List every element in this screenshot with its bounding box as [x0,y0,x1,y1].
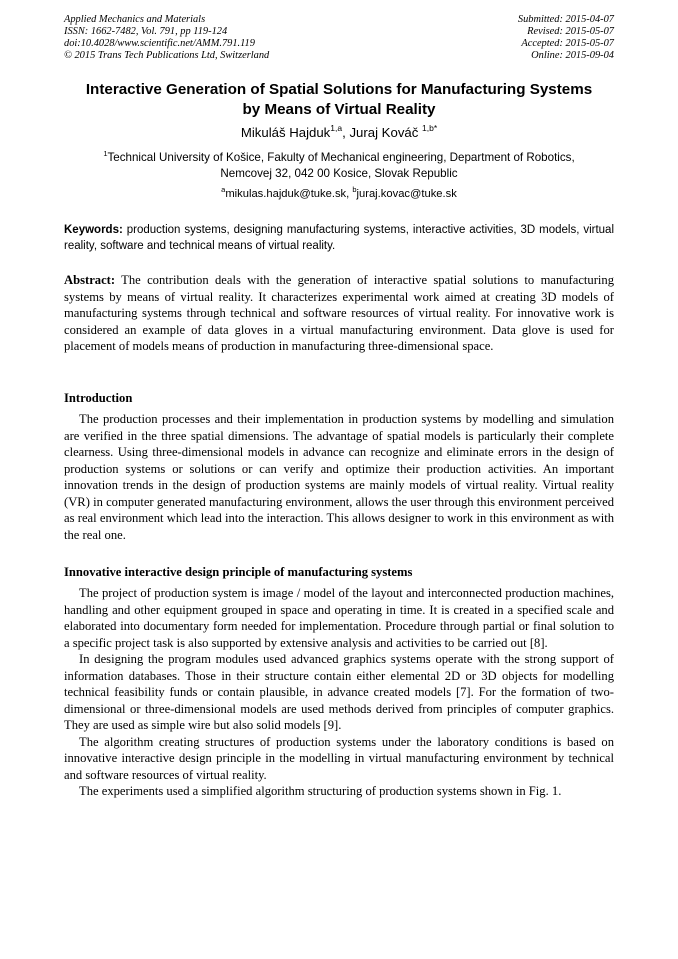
journal-doi: doi:10.4028/www.scientific.net/AMM.791.119 [64,38,255,49]
abstract-label: Abstract: [64,273,116,287]
affiliation [64,150,614,182]
innovative-body [64,585,614,800]
keywords-text: production systems, designing manufacturing systems, interactive activities, 3D models, virtual reality, software and technical means of virtual reality. [64,224,614,252]
author-1: Mikuláš Hajduk [240,125,331,140]
date-submitted: Submitted: 2015-04-07 [517,14,614,25]
abstract-text: The contribution deals with the generation of interactive spatial solutions to manufacturing systems by means of virtual reality. It characterizes experimental work aimed at creating 3D models of manufacturing systems through technical and software resources of virtual reality. For innovative work is considered an example of data gloves in a virtual manufacturing environment. Data glove is used for placement of models means of production in manufacturing three-dimensional space. [64,273,614,353]
journal-copyright: © 2015 Trans Tech Publications Ltd, Switzerland [64,50,270,61]
paragraph: In designing the program modules used advanced graphics systems operate with the strong support of information databases. Those in their structure contain either elemental 2D or 3D objects for modelling technical feasibility funds or contain plausible, in advance created models [7]. For the formation of two-dimensional or three-dimensional models are used methods derived from principles of computer graphics. They are used as simple wire but also solid models [9]. [64,652,614,732]
author-1-sup: 1,a [330,123,343,133]
introduction-body [64,411,614,543]
author-list [64,124,614,142]
paragraph: The algorithm creating structures of production systems under the laboratory conditions is based on innovative interactive design principle in the modelling in virtual manufacturing environment by technical and software resources of virtual reality. [64,734,614,782]
email-a-sup: a [221,185,226,194]
section-heading-innovative: Innovative interactive design principle of manufacturing systems [64,565,413,579]
journal-issn: ISSN: 1662-7482, Vol. 791, pp 119-124 [64,26,228,37]
author-separator: , [342,125,350,140]
email-b: juraj.kovac@tuke.sk [356,188,457,200]
paragraph: The experiments used a simplified algorithm structuring of production systems shown in Fig. 1. [79,784,562,798]
paper-title [64,80,614,120]
keywords-label: Keywords: [64,224,123,236]
author-emails [64,187,614,201]
journal-name: Applied Mechanics and Materials [64,14,206,25]
section-heading-introduction: Introduction [64,391,133,405]
affiliation-line-1: Technical University of Košice, Fakulty of Mechanical engineering, Department of Robotics, [107,151,575,164]
abstract [64,272,614,355]
email-a: mikulas.hajduk@tuke.sk, [225,188,353,200]
paragraph: The production processes and their implementation in production systems by modelling and simulation are verified in the three spatial dimensions. The advantage of spatial models is particularly their complete clearness. Using three-dimensional models in advance can recognize and eliminate errors in the design of production systems or solutions or can verify and optimize their production activities. An important innovation trends in the design of production systems are mainly models of virtual reality. Virtual reality (VR) in computer generated manufacturing environment, allows the user through this environment perceived as real environment which lead into the interaction. This allows designer to work in this environment as with the real one. [64,412,614,542]
date-accepted: Accepted: 2015-05-07 [521,38,614,49]
keywords [64,222,614,254]
title-line-1: Interactive Generation of Spatial Solutions for Manufacturing Systems [85,81,593,98]
date-online: Online: 2015-09-04 [531,50,614,61]
author-2-sup: 1,b* [422,123,438,133]
affiliation-sup: 1 [103,149,108,158]
affiliation-line-2: Nemcovej 32, 042 00 Kosice, Slovak Republic [220,167,458,180]
date-revised: Revised: 2015-05-07 [527,26,614,37]
paragraph: The project of production system is image / model of the layout and interconnected production machines, handling and other equipment grouped in space and operating in time. It is created in a specified scale and elaborated into documentary form needed for implementation. Procedure through partial or final solution to a specific project task is also supported by extensive analysis and activities to be carried out [8]. [64,586,614,650]
title-line-2: by Means of Virtual Reality [242,101,436,118]
journal-info [64,14,269,62]
publication-dates [518,14,614,62]
author-2: Juraj Kováč [349,125,423,140]
email-b-sup: b [352,185,357,194]
